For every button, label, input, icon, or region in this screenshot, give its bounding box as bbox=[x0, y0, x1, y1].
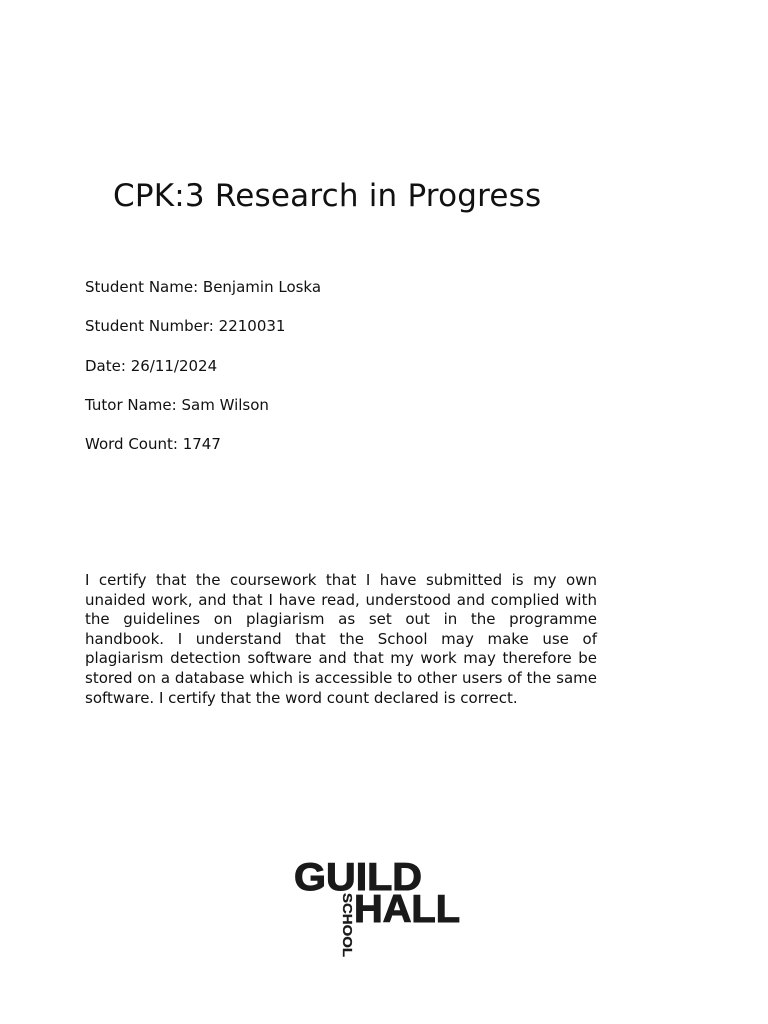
plagiarism-declaration: I certify that the coursework that I have submitted is my own unaided work, and that I have read, understood and complied with the guidelines on plagiarism as set out in the programme handbook. I understand that the School may make use of plagiarism detection software and that my work may therefore be stored on a database which is accessible to other users of the same software. I certify that the word count declared is correct. bbox=[85, 571, 597, 707]
field-value: Sam Wilson bbox=[181, 395, 269, 414]
field-date bbox=[85, 356, 605, 376]
field-label: Date: bbox=[85, 356, 126, 375]
logo-line-guild: GUILD bbox=[294, 856, 422, 899]
field-tutor-name bbox=[85, 395, 605, 415]
field-label: Student Name: bbox=[85, 278, 199, 296]
logo-side-school: SCHOOL bbox=[340, 893, 354, 947]
field-value: 2210031 bbox=[218, 317, 286, 336]
field-label: Word Count: bbox=[85, 435, 178, 454]
field-label: Student Number: bbox=[85, 317, 214, 336]
field-word-count bbox=[85, 434, 605, 454]
field-value: 1747 bbox=[182, 435, 221, 454]
guildhall-school-logo bbox=[293, 855, 465, 960]
field-value: Benjamin Loska bbox=[202, 278, 322, 296]
field-student-number bbox=[85, 316, 605, 336]
page-title: CPK:3 Research in Progress bbox=[113, 178, 542, 214]
field-value: 26/11/2024 bbox=[130, 356, 218, 375]
logo-line-hall: HALL bbox=[354, 888, 460, 931]
field-label: Tutor Name: bbox=[85, 395, 177, 414]
student-details bbox=[85, 277, 605, 473]
field-student-name bbox=[85, 277, 605, 297]
